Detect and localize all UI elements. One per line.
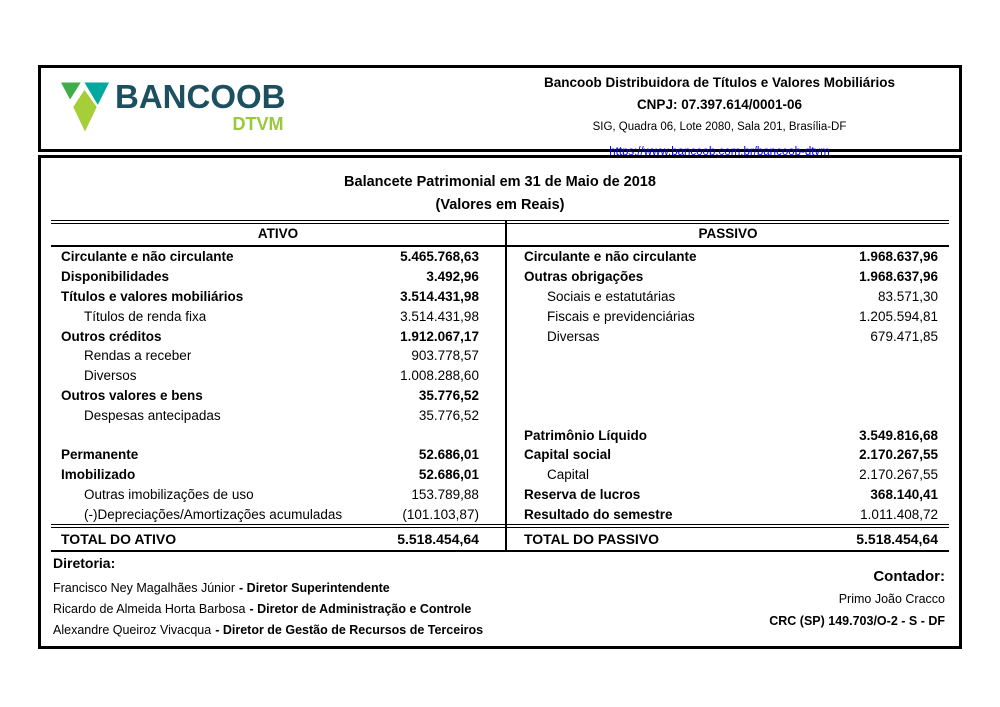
table-row	[51, 405, 505, 425]
row-value: 1.008.288,60	[400, 368, 479, 384]
table-row	[507, 425, 949, 445]
row-label: Rendas a receber	[84, 348, 192, 364]
row-value: 3.514.431,98	[400, 308, 479, 324]
table-row	[51, 445, 505, 465]
row-label: Fiscais e previdenciárias	[546, 308, 695, 324]
row-value: 679.471,85	[870, 328, 938, 344]
director-name: Francisco Ney Magalhães Júnior	[53, 581, 236, 595]
table-row-blank	[507, 346, 949, 366]
passivo-column	[505, 220, 949, 552]
accountant-title: Contador:	[873, 568, 945, 585]
director-line	[53, 620, 483, 641]
director-role: - Diretor de Administração e Controle	[249, 602, 472, 616]
row-value: 1.205.594,81	[859, 308, 938, 324]
row-value: (101.103,87)	[402, 506, 479, 522]
table-row	[507, 287, 949, 307]
row-label: (-)Depreciações/Amortizações acumuladas	[84, 506, 343, 522]
row-value: 35.776,52	[418, 407, 479, 423]
logo-wordmark	[115, 79, 286, 133]
table-row	[507, 247, 949, 267]
ativo-column	[51, 220, 505, 552]
row-label: Circulante e não circulante	[61, 249, 234, 265]
row-label: Capital social	[523, 447, 611, 463]
table-row	[51, 465, 505, 485]
table-row	[507, 445, 949, 465]
director-line	[53, 599, 483, 620]
total-passivo-row	[507, 528, 949, 552]
row-label: Imobilizado	[61, 467, 136, 483]
table-row	[507, 306, 949, 326]
table-row	[51, 306, 505, 326]
total-label: TOTAL DO ATIVO	[61, 531, 177, 548]
passivo-header: PASSIVO	[507, 224, 949, 247]
table-row	[51, 326, 505, 346]
table-row-blank	[507, 366, 949, 386]
document-title: Balancete Patrimonial em 31 de Maio de 2018	[344, 174, 656, 190]
balance-table	[51, 220, 949, 552]
table-row	[507, 504, 949, 524]
row-value: 83.571,30	[877, 288, 938, 304]
table-row	[51, 287, 505, 307]
row-label: Outros valores e bens	[61, 387, 203, 403]
row-label: Circulante e não circulante	[523, 249, 697, 265]
table-row	[51, 386, 505, 406]
company-name: Bancoob Distribuidora de Títulos e Valores Mobiliários	[543, 75, 896, 90]
total-value: 5.518.454,64	[856, 531, 938, 548]
row-label: Diversas	[546, 328, 600, 344]
row-value: 153.789,88	[411, 486, 479, 502]
row-label: Outras imobilizações de uso	[84, 486, 254, 502]
total-ativo-row	[51, 528, 505, 552]
director-role: - Diretor Superintendente	[239, 581, 390, 595]
table-row	[507, 465, 949, 485]
company-info	[492, 75, 947, 160]
row-value: 1.968.637,96	[859, 269, 938, 285]
row-label: Permanente	[61, 447, 139, 463]
company-cnpj: CNPJ: 07.397.614/0001-06	[636, 97, 803, 112]
bancoob-triangle-logo-icon	[61, 81, 109, 133]
row-label: Reserva de lucros	[523, 486, 641, 502]
director-name: Alexandre Queiroz Vivacqua	[53, 623, 212, 637]
table-row	[51, 485, 505, 505]
row-value: 903.778,57	[411, 348, 479, 364]
bancoob-logo	[61, 79, 286, 133]
director-name: Ricardo de Almeida Horta Barbosa	[53, 602, 246, 616]
directors-block	[53, 555, 483, 641]
row-value: 52.686,01	[418, 447, 479, 463]
table-row	[507, 326, 949, 346]
logo-bancoob-text: BANCOOB	[115, 78, 286, 115]
company-address: SIG, Quadra 06, Lote 2080, Sala 201, Brasília-DF	[592, 121, 847, 133]
accountant-name: Primo João Cracco	[838, 592, 945, 606]
table-row	[51, 247, 505, 267]
ativo-header: ATIVO	[51, 224, 505, 247]
row-label: Patrimônio Líquido	[523, 427, 647, 443]
row-value: 3.549.816,68	[859, 427, 938, 443]
document-subtitle: (Valores em Reais)	[435, 197, 565, 213]
row-label: Diversos	[84, 368, 137, 384]
table-row-blank	[507, 386, 949, 406]
table-row	[507, 485, 949, 505]
row-value: 2.170.267,55	[859, 447, 938, 463]
row-label: Outras obrigações	[523, 269, 644, 285]
balance-sheet-body	[38, 155, 962, 649]
row-value: 2.170.267,55	[859, 467, 938, 483]
director-role: - Diretor de Gestão de Recursos de Terceiros	[215, 623, 484, 637]
row-label: Capital	[546, 467, 589, 483]
total-value: 5.518.454,64	[397, 531, 479, 548]
document-header	[38, 65, 962, 158]
row-value: 1.968.637,96	[859, 249, 938, 265]
row-value: 3.492,96	[426, 269, 479, 285]
table-row	[51, 346, 505, 366]
table-row	[51, 366, 505, 386]
table-row-blank	[51, 425, 505, 445]
director-line	[53, 578, 483, 599]
row-label: Outros créditos	[61, 328, 162, 344]
row-value: 1.011.408,72	[860, 506, 938, 522]
row-value: 5.465.768,63	[400, 249, 479, 265]
total-label: TOTAL DO PASSIVO	[523, 531, 660, 548]
row-label: Despesas antecipadas	[84, 407, 221, 423]
company-website-link[interactable]: https://www.bancoob.com.br/bancoob-dtvm	[609, 146, 830, 158]
accountant-block	[769, 568, 945, 628]
directors-title: Diretoria:	[53, 555, 116, 571]
table-row-blank	[507, 405, 949, 425]
row-value: 52.686,01	[418, 467, 479, 483]
row-value: 35.776,52	[418, 387, 479, 403]
logo-dtvm-text: DTVM	[232, 114, 284, 134]
table-row	[51, 504, 505, 524]
row-value: 368.140,41	[870, 486, 938, 502]
row-label: Títulos de renda fixa	[84, 308, 207, 324]
row-label: Resultado do semestre	[523, 506, 673, 522]
row-label: Títulos e valores mobiliários	[61, 288, 244, 304]
row-label: Sociais e estatutárias	[546, 288, 676, 304]
row-value: 1.912.067,17	[400, 328, 479, 344]
table-row	[507, 267, 949, 287]
table-row	[51, 267, 505, 287]
row-label: Disponibilidades	[61, 269, 170, 285]
accountant-crc: CRC (SP) 149.703/O-2 - S - DF	[769, 614, 945, 628]
row-value: 3.514.431,98	[400, 288, 479, 304]
